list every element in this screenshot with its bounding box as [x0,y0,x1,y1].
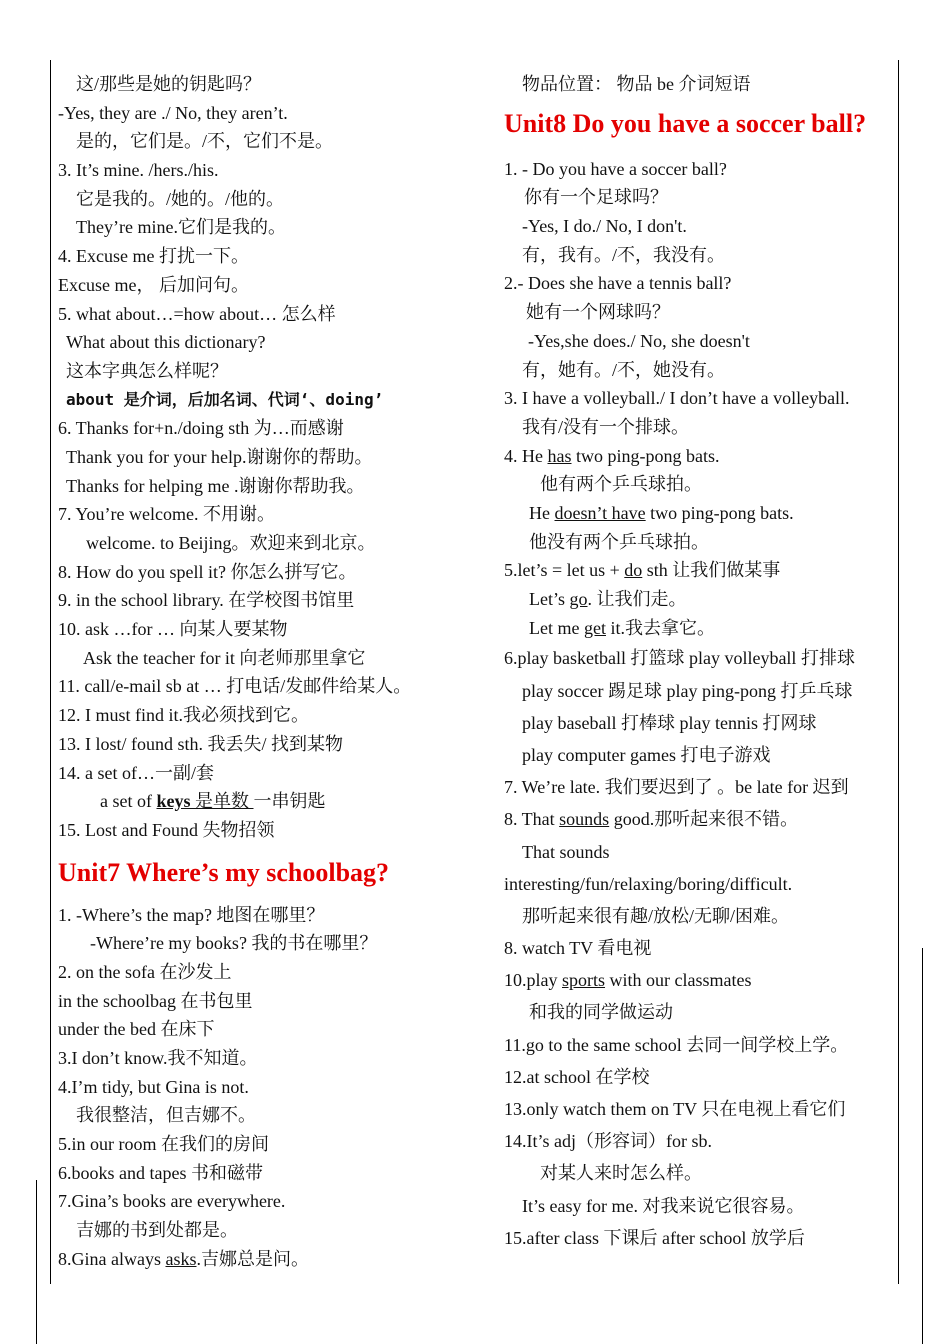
text-line: 6. Thanks for+n./doing sth 为…而感谢 [58,418,344,439]
unit7-heading: Unit7 Where’s my schoolbag? [58,857,390,887]
text-line: 1. -Where’s the map? 地图在哪里？ [58,904,325,925]
text-line: Excuse me， 后加问句。 [58,274,249,295]
play-sports-line: 10.play sports with our classmates [504,970,752,991]
text-line: 和我的同学做运动 [529,1002,673,1023]
text-line: -Yes, they are ./ No, they aren’t. [58,102,288,123]
text-line: 她有一个网球吗？ [526,302,670,323]
text-line: 8. How do you spell it? 你怎么拼写它。 [58,561,357,582]
text-line: 13. I lost/ found sth. 我丢失/ 找到某物 [58,733,344,754]
text-line: 5.in our room 在我们的房间 [58,1134,269,1155]
text-line: 8. watch TV 看电视 [504,938,652,959]
let-me-get-line: Let me get it.我去拿它。 [529,617,715,638]
grammar-note: about 是介词，后加名词、代词‘、doing’ [66,389,384,409]
text-line: 我很整洁，但吉娜不。 [76,1105,256,1126]
text-line: Thank you for your help.谢谢你的帮助。 [66,446,373,467]
text-line: 7. We’re late. 我们要迟到了 。be late for 迟到 [504,777,849,798]
text-line: 那听起来很有趣/放松/无聊/困难。 [522,905,790,926]
text-line: 有，她有。/不，她没有。 [522,359,725,380]
text-line: 14. a set of…一副/套 [58,762,214,783]
text-line: 吉娜的书到处都是。 [76,1220,238,1241]
text-line: Thanks for helping me .谢谢你帮助我。 [66,475,365,496]
text-line: 6.books and tapes 书和磁带 [58,1162,263,1183]
text-line: 5. what about…=how about… 怎么样 [58,303,336,324]
text-line: 对某人来时怎么样。 [540,1163,702,1184]
unit8-heading: Unit8 Do you have a soccer ball? [504,108,867,138]
text-line: 4.I’m tidy, but Gina is not. [58,1076,249,1097]
text-line: 3.I don’t know.我不知道。 [58,1048,258,1068]
text-line: interesting/fun/relaxing/boring/difficult. [504,873,793,894]
right-column [504,70,904,1254]
text-line: 3. It’s mine. /hers./his. [58,160,219,181]
text-line: 12. I must find it.我必须找到它。 [58,705,309,726]
left-column [58,70,488,1274]
left-outer-line [36,1180,37,1344]
set-of-keys-line: a set of keys 是单数 一串钥匙 [100,791,326,812]
text-line: 是的，它们是。/不，它们不是。 [76,131,333,152]
text-line: 11.go to the same school 去同一间学校上学。 [504,1034,849,1055]
text-line: 13.only watch them on TV 只在电视上看它们 [504,1099,846,1119]
text-line: 4. Excuse me 打扰一下。 [58,246,249,267]
text-line: Ask the teacher for it 向老师那里拿它 [83,647,366,668]
that-sounds-line: 8. That sounds good.那听起来很不错。 [504,809,799,830]
text-line: -Yes, I do./ No, I don't. [522,216,687,237]
text-line: 9. in the school library. 在学校图书馆里 [58,590,355,611]
gina-asks-line: 8.Gina always asks.吉娜总是问。 [58,1248,309,1269]
text-line: They’re mine.它们是我的。 [76,217,286,238]
text-line: 6.play basketball 打篮球 play volleyball 打排球 [504,648,855,669]
text-line: play baseball 打棒球 play tennis 打网球 [522,712,817,733]
lets-go-line: Let’s go. 让我们走。 [529,589,687,609]
text-line: 15.after class 下课后 after school 放学后 [504,1227,805,1248]
text-line: 12.at school 在学校 [504,1066,650,1087]
text-line: 这本字典怎么样呢？ [66,360,228,381]
lets-line: 5.let’s = let us + do sth 让我们做某事 [504,560,781,581]
left-border-line [50,60,51,1284]
text-line: under the bed 在床下 [58,1019,215,1040]
text-line: in the schoolbag 在书包里 [58,990,253,1011]
text-line: 7. You’re welcome. 不用谢。 [58,504,275,525]
text-line: It’s easy for me. 对我来说它很容易。 [522,1195,805,1216]
text-line: 15. Lost and Found 失物招领 [58,819,275,840]
he-has-line: 4. He has two ping-pong bats. [504,445,720,466]
text-line: 这/那些是她的钥匙吗？ [76,74,261,94]
text-line: play soccer 踢足球 play ping-pong 打乒乓球 [522,680,853,701]
text-line: 他有两个乒乓球拍。 [540,474,702,495]
text-line: 2. on the sofa 在沙发上 [58,961,232,982]
text-line: 他没有两个乒乓球拍。 [529,531,709,552]
text-line: 1. - Do you have a soccer ball? [504,158,727,179]
text-line: 7.Gina’s books are everywhere. [58,1191,286,1212]
text-line: 有，我有。/不，我没有。 [522,244,725,265]
text-line: play computer games 打电子游戏 [522,744,771,765]
text-line: 你有一个足球吗？ [524,187,668,208]
text-line: 3. I have a volleyball./ I don’t have a volleyball. [504,388,850,409]
text-line: 2.- Does she have a tennis ball? [504,273,732,294]
text-line: 我有/没有一个排球。 [522,416,690,437]
right-outer-line [922,948,923,1344]
text-line: 11. call/e-mail sb at … 打电话/发邮件给某人。 [58,676,412,697]
text-line: That sounds [522,841,610,862]
text-line: -Yes,she does./ No, she doesn't [528,330,750,351]
text-line: 物品位置： 物品 be 介词短语 [522,74,751,94]
text-line: -Where’re my books? 我的书在哪里？ [90,933,378,954]
text-line: 10. ask …for … 向某人要某物 [58,619,288,640]
text-line: 它是我的。/她的。/他的。 [76,188,285,209]
text-line: 14.It’s adj（形容词）for sb. [504,1131,712,1152]
text-line: welcome. to Beijing。欢迎来到北京。 [86,533,376,553]
text-line: What about this dictionary? [66,332,266,353]
he-doesnt-have-line: He doesn’t have two ping-pong bats. [529,502,794,523]
